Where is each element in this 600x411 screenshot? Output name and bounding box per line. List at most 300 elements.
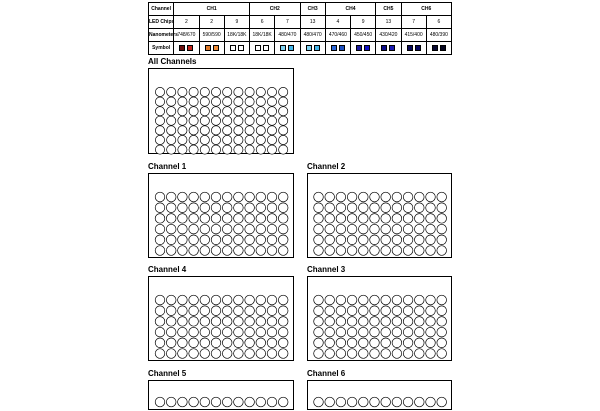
led-position-circle	[278, 349, 288, 359]
led-position-circle	[267, 87, 276, 96]
led-position-circle	[437, 235, 447, 245]
led-position-circle	[437, 349, 447, 359]
led-position-circle	[189, 349, 199, 359]
led-position-circle	[155, 126, 164, 135]
led-position-circle	[278, 338, 288, 348]
led-position-circle	[370, 295, 380, 305]
channel-header: CH6	[401, 3, 452, 16]
led-position-circle	[234, 135, 243, 144]
symbol-cell	[426, 42, 451, 55]
led-position-circle	[256, 235, 266, 245]
led-position-circle	[403, 295, 413, 305]
led-position-circle	[381, 203, 391, 213]
color-swatch	[381, 45, 387, 51]
led-position-circle	[325, 295, 335, 305]
led-position-circle	[234, 306, 244, 316]
led-position-circle	[223, 126, 232, 135]
led-position-circle	[166, 224, 176, 234]
led-position-circle	[256, 317, 266, 327]
led-position-circle	[314, 295, 324, 305]
led-position-circle	[166, 338, 176, 348]
led-position-circle	[222, 192, 232, 202]
led-position-circle	[359, 246, 369, 256]
led-position-circle	[223, 87, 232, 96]
symbol-cell	[300, 42, 325, 55]
led-position-circle	[325, 235, 335, 245]
led-position-circle	[155, 203, 165, 213]
led-position-circle	[347, 235, 357, 245]
led-position-circle	[155, 295, 165, 305]
nanometer-value: 590/590	[199, 29, 224, 42]
led-position-circle	[403, 203, 413, 213]
led-position-circle	[200, 317, 210, 327]
led-position-circle	[234, 145, 243, 154]
led-position-circle	[167, 87, 176, 96]
symbol-cell	[224, 42, 249, 55]
led-position-circle	[211, 87, 220, 96]
led-position-circle	[245, 295, 255, 305]
led-position-circle	[189, 145, 198, 154]
led-position-circle	[437, 317, 447, 327]
led-position-circle	[189, 192, 199, 202]
led-position-circle	[267, 295, 277, 305]
led-position-circle	[200, 107, 209, 116]
led-position-circle	[415, 224, 425, 234]
color-swatch	[187, 45, 193, 51]
led-position-circle	[200, 224, 210, 234]
led-position-circle	[256, 246, 266, 256]
led-position-circle	[222, 214, 232, 224]
led-position-circle	[437, 306, 447, 316]
led-chip-count: 13	[376, 16, 401, 29]
led-chip-count: 2	[174, 16, 199, 29]
led-position-circle	[211, 214, 221, 224]
led-position-circle	[178, 246, 188, 256]
led-position-circle	[211, 97, 220, 106]
led-position-circle	[189, 327, 199, 337]
led-position-circle	[267, 306, 277, 316]
led-position-circle	[155, 338, 165, 348]
led-position-circle	[211, 235, 221, 245]
led-position-circle	[155, 192, 165, 202]
led-position-circle	[278, 203, 288, 213]
led-position-circle	[279, 145, 288, 154]
led-position-circle	[415, 306, 425, 316]
led-position-circle	[200, 192, 210, 202]
led-position-circle	[278, 224, 288, 234]
led-position-circle	[278, 246, 288, 256]
led-position-circle	[347, 203, 357, 213]
led-position-circle	[359, 338, 369, 348]
led-chip-count: 13	[300, 16, 325, 29]
led-position-circle	[403, 306, 413, 316]
led-position-circle	[178, 87, 187, 96]
led-position-circle	[222, 246, 232, 256]
led-position-circle	[234, 192, 244, 202]
led-position-circle	[245, 145, 254, 154]
led-position-circle	[211, 338, 221, 348]
led-position-circle	[245, 214, 255, 224]
led-position-circle	[178, 107, 187, 116]
led-position-circle	[314, 349, 324, 359]
led-position-circle	[189, 126, 198, 135]
led-position-circle	[211, 203, 221, 213]
led-position-circle	[200, 295, 210, 305]
led-position-circle	[245, 317, 255, 327]
led-position-circle	[325, 317, 335, 327]
led-position-circle	[189, 135, 198, 144]
led-position-circle	[347, 295, 357, 305]
led-position-circle	[245, 203, 255, 213]
led-position-circle	[245, 224, 255, 234]
led-position-circle	[325, 338, 335, 348]
led-position-circle	[347, 214, 357, 224]
channel-header: CH4	[325, 3, 376, 16]
led-position-circle	[155, 397, 165, 407]
led-position-circle	[267, 135, 276, 144]
led-position-circle	[234, 317, 244, 327]
led-position-circle	[336, 203, 346, 213]
led-position-circle	[200, 338, 210, 348]
led-position-circle	[178, 135, 187, 144]
led-position-circle	[426, 235, 436, 245]
led-position-circle	[211, 246, 221, 256]
led-position-circle	[189, 246, 199, 256]
led-chip-count: 6	[250, 16, 275, 29]
led-position-circle	[279, 87, 288, 96]
led-position-circle	[359, 235, 369, 245]
led-position-circle	[267, 192, 277, 202]
led-position-circle	[223, 135, 232, 144]
color-swatch	[280, 45, 286, 51]
color-swatch	[314, 45, 320, 51]
led-position-circle	[370, 203, 380, 213]
led-position-circle	[234, 224, 244, 234]
led-position-circle	[347, 317, 357, 327]
led-position-circle	[314, 397, 324, 407]
led-position-circle	[381, 317, 391, 327]
led-position-circle	[278, 235, 288, 245]
led-position-circle	[189, 116, 198, 125]
led-position-circle	[403, 349, 413, 359]
symbol-cell	[401, 42, 426, 55]
led-position-circle	[437, 214, 447, 224]
led-position-circle	[403, 235, 413, 245]
led-position-circle	[370, 349, 380, 359]
led-position-circle	[359, 306, 369, 316]
led-position-circle	[336, 295, 346, 305]
led-position-circle	[381, 192, 391, 202]
led-position-circle	[256, 397, 266, 407]
led-position-circle	[200, 235, 210, 245]
led-position-circle	[278, 295, 288, 305]
led-position-circle	[166, 349, 176, 359]
led-position-circle	[370, 306, 380, 316]
led-position-circle	[370, 214, 380, 224]
led-position-circle	[267, 327, 277, 337]
led-position-circle	[234, 349, 244, 359]
led-position-circle	[167, 116, 176, 125]
led-position-circle	[267, 235, 277, 245]
led-position-circle	[222, 306, 232, 316]
led-position-circle	[314, 192, 324, 202]
led-position-circle	[415, 214, 425, 224]
led-position-circle	[347, 306, 357, 316]
led-chip-count: 2	[199, 16, 224, 29]
led-position-circle	[256, 203, 266, 213]
led-position-circle	[234, 107, 243, 116]
led-position-circle	[234, 203, 244, 213]
led-position-circle	[166, 235, 176, 245]
color-swatch	[389, 45, 395, 51]
row-label-symbol: Symbol	[149, 42, 174, 55]
led-position-circle	[211, 349, 221, 359]
led-position-circle	[211, 116, 220, 125]
channel-header: CH5	[376, 3, 401, 16]
led-position-circle	[392, 203, 402, 213]
led-position-circle	[325, 192, 335, 202]
led-position-circle	[178, 397, 188, 407]
led-position-circle	[245, 306, 255, 316]
led-position-circle	[336, 246, 346, 256]
led-position-circle	[155, 349, 165, 359]
color-swatch	[364, 45, 370, 51]
led-position-circle	[336, 235, 346, 245]
led-position-circle	[279, 97, 288, 106]
led-position-circle	[245, 97, 254, 106]
led-position-circle	[314, 306, 324, 316]
led-position-circle	[167, 97, 176, 106]
nanometer-value: 480/470	[300, 29, 325, 42]
symbol-cell	[325, 42, 350, 55]
led-position-circle	[325, 306, 335, 316]
led-position-circle	[234, 116, 243, 125]
led-position-circle	[245, 246, 255, 256]
led-position-circle	[245, 135, 254, 144]
led-chip-count: 6	[426, 16, 451, 29]
led-position-circle	[279, 135, 288, 144]
led-position-circle	[381, 327, 391, 337]
led-position-circle	[211, 107, 220, 116]
led-position-circle	[336, 306, 346, 316]
led-position-circle	[178, 145, 187, 154]
channel-header: CH1	[174, 3, 250, 16]
led-position-circle	[325, 246, 335, 256]
led-position-circle	[415, 349, 425, 359]
led-position-circle	[189, 295, 199, 305]
led-position-circle	[245, 87, 254, 96]
led-position-circle	[155, 116, 164, 125]
nanometer-value: 450/450	[351, 29, 376, 42]
panel-all-channels	[148, 68, 294, 154]
led-position-circle	[336, 214, 346, 224]
panel-title-all: All Channels	[148, 57, 197, 66]
symbol-cell	[199, 42, 224, 55]
panel-title-ch5: Channel 5	[148, 369, 187, 378]
led-position-circle	[359, 224, 369, 234]
led-position-circle	[347, 224, 357, 234]
led-position-circle	[314, 338, 324, 348]
led-position-circle	[415, 397, 425, 407]
color-swatch	[238, 45, 244, 51]
led-position-circle	[178, 224, 188, 234]
led-position-circle	[211, 224, 221, 234]
led-position-circle	[256, 145, 265, 154]
nanometer-value: 480/390	[426, 29, 451, 42]
led-position-circle	[189, 203, 199, 213]
led-position-circle	[178, 338, 188, 348]
led-position-circle	[381, 338, 391, 348]
led-position-circle	[426, 338, 436, 348]
led-position-circle	[155, 97, 164, 106]
led-position-circle	[347, 192, 357, 202]
led-position-circle	[155, 246, 165, 256]
led-position-circle	[166, 317, 176, 327]
led-position-circle	[245, 338, 255, 348]
row-label-channel: Channel	[149, 3, 174, 16]
color-swatch	[263, 45, 269, 51]
symbol-cell	[250, 42, 275, 55]
led-position-circle	[166, 203, 176, 213]
led-position-circle	[200, 97, 209, 106]
led-position-circle	[245, 107, 254, 116]
row-label-nanometers: Nanometers	[149, 29, 174, 42]
led-position-circle	[403, 246, 413, 256]
led-position-circle	[222, 327, 232, 337]
led-position-circle	[234, 295, 244, 305]
led-position-circle	[234, 235, 244, 245]
led-position-circle	[189, 317, 199, 327]
led-position-circle	[200, 116, 209, 125]
led-position-circle	[166, 295, 176, 305]
led-position-circle	[426, 349, 436, 359]
led-position-circle	[200, 203, 210, 213]
led-position-circle	[278, 192, 288, 202]
panel-channel-1	[148, 173, 294, 258]
led-position-circle	[189, 338, 199, 348]
led-position-circle	[211, 145, 220, 154]
led-position-circle	[392, 397, 402, 407]
led-position-circle	[200, 327, 210, 337]
led-position-circle	[211, 317, 221, 327]
led-chip-count: 7	[275, 16, 300, 29]
led-position-circle	[370, 235, 380, 245]
led-position-circle	[155, 306, 165, 316]
panel-title-ch2: Channel 2	[307, 162, 346, 171]
led-position-circle	[381, 397, 391, 407]
led-position-circle	[392, 235, 402, 245]
color-swatch	[356, 45, 362, 51]
led-position-circle	[392, 306, 402, 316]
color-swatch	[306, 45, 312, 51]
led-position-circle	[155, 145, 164, 154]
led-position-circle	[325, 397, 335, 407]
led-position-circle	[222, 224, 232, 234]
led-position-circle	[178, 97, 187, 106]
led-position-circle	[200, 214, 210, 224]
led-position-circle	[415, 327, 425, 337]
led-position-circle	[325, 327, 335, 337]
spec-table	[148, 2, 452, 55]
led-position-circle	[178, 317, 188, 327]
led-position-circle	[336, 338, 346, 348]
led-position-circle	[437, 203, 447, 213]
led-position-circle	[256, 87, 265, 96]
led-position-circle	[256, 338, 266, 348]
led-position-circle	[178, 327, 188, 337]
led-position-circle	[359, 317, 369, 327]
led-position-circle	[211, 192, 221, 202]
color-swatch	[339, 45, 345, 51]
led-position-circle	[178, 116, 187, 125]
led-position-circle	[189, 97, 198, 106]
led-position-circle	[256, 135, 265, 144]
led-position-circle	[347, 397, 357, 407]
nanometer-value: 18K/18K	[250, 29, 275, 42]
led-position-circle	[325, 349, 335, 359]
nanometer-value: 430/420	[376, 29, 401, 42]
led-position-circle	[392, 317, 402, 327]
led-position-circle	[245, 235, 255, 245]
led-position-circle	[222, 235, 232, 245]
led-position-circle	[381, 224, 391, 234]
led-position-circle	[245, 116, 254, 125]
led-position-circle	[381, 214, 391, 224]
led-position-circle	[336, 317, 346, 327]
color-swatch	[407, 45, 413, 51]
led-position-circle	[234, 338, 244, 348]
led-position-circle	[166, 246, 176, 256]
led-position-circle	[256, 107, 265, 116]
led-position-circle	[314, 214, 324, 224]
led-position-circle	[392, 192, 402, 202]
nanometer-value: 470/460	[325, 29, 350, 42]
led-position-circle	[222, 397, 232, 407]
led-chip-count: 9	[351, 16, 376, 29]
symbol-cell	[275, 42, 300, 55]
led-position-circle	[347, 246, 357, 256]
led-position-circle	[359, 214, 369, 224]
led-position-circle	[267, 126, 276, 135]
led-position-circle	[256, 214, 266, 224]
led-position-circle	[370, 338, 380, 348]
led-position-circle	[267, 97, 276, 106]
led-position-circle	[359, 327, 369, 337]
led-position-circle	[267, 214, 277, 224]
led-position-circle	[178, 295, 188, 305]
panel-channel-3	[307, 276, 452, 361]
led-position-circle	[336, 397, 346, 407]
led-position-circle	[325, 224, 335, 234]
led-position-circle	[403, 327, 413, 337]
led-position-circle	[267, 107, 276, 116]
led-position-circle	[392, 349, 402, 359]
led-position-circle	[336, 349, 346, 359]
led-position-circle	[403, 224, 413, 234]
led-position-circle	[167, 145, 176, 154]
led-position-circle	[426, 397, 436, 407]
led-position-circle	[223, 107, 232, 116]
led-position-circle	[200, 246, 210, 256]
led-position-circle	[155, 107, 164, 116]
led-position-circle	[370, 397, 380, 407]
led-position-circle	[336, 327, 346, 337]
led-position-circle	[234, 397, 244, 407]
led-position-circle	[370, 317, 380, 327]
led-position-circle	[370, 246, 380, 256]
led-position-circle	[166, 214, 176, 224]
color-swatch	[230, 45, 236, 51]
